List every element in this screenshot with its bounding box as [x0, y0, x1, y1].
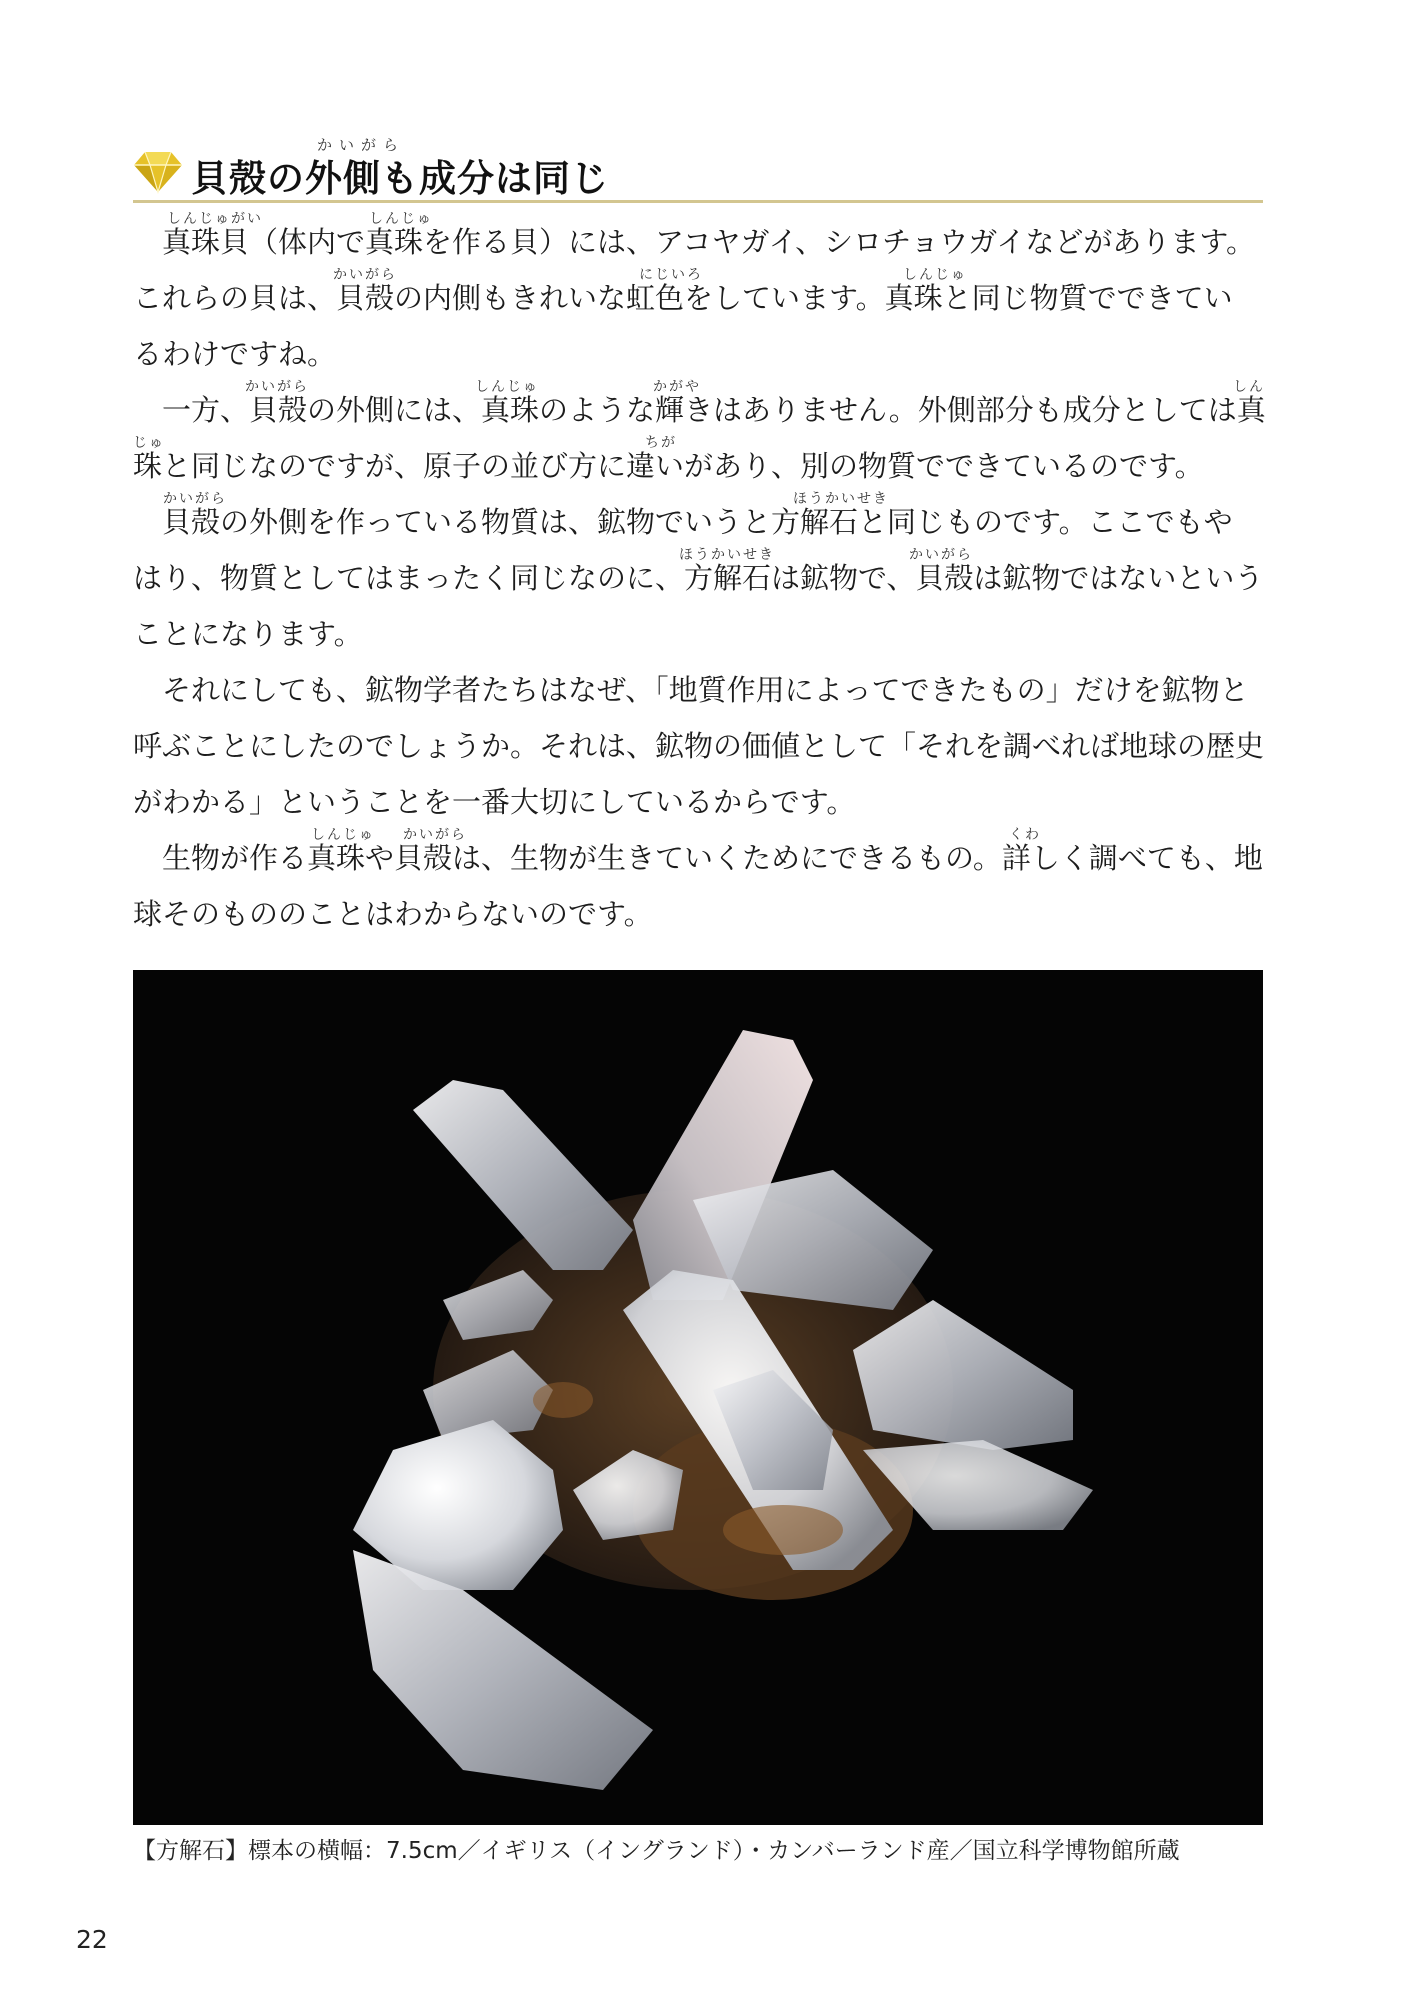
ruby-annotation: かいがら [403, 827, 467, 843]
ruby-annotation: くわ [1009, 827, 1041, 843]
line-text: ことになります。 [133, 617, 363, 651]
heading-rule [133, 200, 1263, 203]
ruby-annotation: しんじゅがい [167, 211, 263, 227]
diamond-icon [133, 150, 183, 194]
line-text: 生物が作る真珠や貝殻は、生物が生きていくためにできるもの。詳しく調べても、地 [133, 841, 1263, 875]
photo-caption: 【方解石】標本の横幅：7.5cm／イギリス（イングランド）・カンバーランド産／国立科学博物館所蔵 [133, 1838, 1180, 1864]
ruby-annotation: しんじゅ [369, 211, 433, 227]
line-text: これらの貝は、貝殻の内側もきれいな虹色をしています。真珠と同じ物質でできてい [133, 281, 1233, 315]
ruby-annotation: ほうかいせき [793, 491, 889, 507]
ruby-annotation: ほうかいせき [679, 547, 775, 563]
ruby-annotation: かいがら [245, 379, 309, 395]
line-text: はり、物質としてはまったく同じなのに、方解石は鉱物で、貝殻は鉱物ではないという [133, 561, 1264, 595]
line-text: 真珠貝（体内で真珠を作る貝）には、アコヤガイ、シロチョウガイなどがあります。 [133, 225, 1256, 259]
heading-title: 貝殻の外側も成分は同じ [191, 157, 609, 200]
line-text: 貝殻の外側を作っている物質は、鉱物でいうと方解石と同じものです。ここでもや [133, 505, 1233, 539]
line-text: 珠と同じなのですが、原子の並び方に違いがあり、別の物質でできているのです。 [133, 449, 1204, 483]
ruby-annotation: ちが [645, 435, 677, 451]
ruby-annotation: かがや [653, 379, 701, 395]
line-text: 一方、貝殻の外側には、真珠のような輝きはありません。外側部分も成分としては真 [133, 393, 1266, 427]
ruby-annotation: かいがら [163, 491, 227, 507]
page-number: 22 [76, 1925, 108, 1954]
ruby-annotation: しん [1233, 379, 1265, 395]
line-text: それにしても、鉱物学者たちはなぜ、「地質作用によってできたもの」だけを鉱物と [133, 673, 1249, 707]
ruby-annotation: かいがら [909, 547, 973, 563]
calcite-photo [133, 970, 1263, 1825]
ruby-annotation: しんじゅ [475, 379, 539, 395]
calcite-crystal-illustration [133, 970, 1263, 1825]
section-heading [133, 134, 1263, 204]
ruby-annotation: じゅ [133, 435, 165, 451]
heading-ruby: かいがら [317, 136, 406, 154]
ruby-annotation: かいがら [333, 267, 397, 283]
ruby-annotation: しんじゅ [903, 267, 967, 283]
line-text: るわけですね。 [133, 337, 337, 371]
line-text: 球そのもののことはわからないのです。 [133, 897, 653, 931]
line-text: がわかる」ということを一番大切にしているからです。 [133, 785, 856, 819]
line-text: 呼ぶことにしたのでしょうか。それは、鉱物の価値として「それを調べれば地球の歴史 [133, 729, 1265, 763]
ruby-annotation: にじいろ [639, 267, 703, 283]
ruby-annotation: しんじゅ [311, 827, 375, 843]
